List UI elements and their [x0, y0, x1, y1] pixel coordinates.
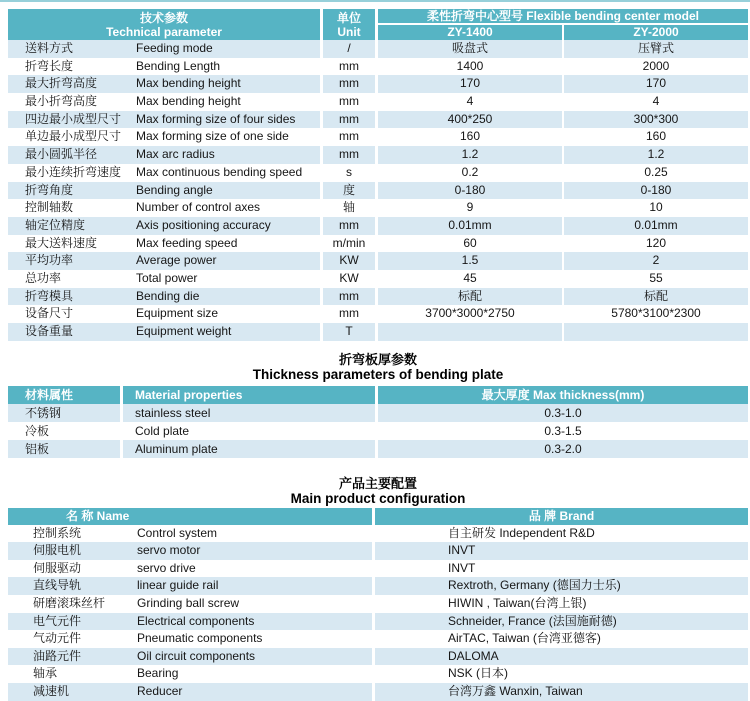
zy1400-value-cell: 3700*3000*2750: [425, 306, 515, 321]
technical-parameters-header: [8, 9, 748, 40]
material-zh-cell: 冷板: [25, 423, 50, 438]
param-header-en: Technical parameter: [106, 24, 222, 39]
unit-cell: /: [323, 40, 375, 58]
material-en-header: Material properties: [123, 386, 375, 404]
zy2000-value-cell: 10: [649, 200, 663, 215]
config-zh-cell: 气动元件: [33, 631, 82, 646]
param-en-cell: Max forming size of four sides: [130, 111, 320, 129]
zy1400-value-cell: 9: [466, 200, 474, 215]
config-en-cell: servo motor: [137, 542, 372, 560]
param-en-cell: Feeding mode: [130, 40, 320, 58]
unit-header-en: Unit: [337, 24, 361, 39]
model-header-title: 柔性折弯中心型号 Flexible bending center model: [378, 9, 748, 23]
model-zy1400-header: ZY-1400: [378, 25, 562, 41]
param-zh-cell: 四边最小成型尺寸: [8, 111, 130, 129]
brand-cell: DALOMA: [375, 648, 748, 666]
thickness-section-title: [8, 352, 748, 382]
table-row: [8, 252, 748, 270]
zy1400-value-cell: 0.2: [461, 164, 479, 179]
zy2000-value-cell: 120: [645, 235, 667, 250]
table-row: [8, 577, 748, 595]
param-en-cell: Max forming size of one side: [136, 129, 289, 144]
config-zh-cell: 减速机: [8, 683, 137, 701]
technical-parameters-table: [8, 9, 748, 341]
zy1400-value-cell: 0.01mm: [378, 217, 562, 235]
table-row: [8, 182, 748, 200]
unit-cell: 轴: [342, 200, 355, 215]
zy2000-value-cell: 2000: [642, 58, 670, 73]
param-zh-cell: 设备重量: [8, 323, 130, 341]
zy1400-value-cell: 吸盘式: [378, 40, 562, 58]
model-header-cell: [378, 9, 748, 40]
thickness-value-cell: 0.3-1.5: [544, 423, 582, 438]
top-accent-strip: [0, 0, 750, 2]
table-row: [8, 199, 748, 217]
table-row: [8, 40, 748, 58]
material-zh-header: 材料属性: [8, 386, 120, 404]
param-en-cell: Average power: [130, 252, 320, 270]
param-header-zh: 技术参数: [139, 10, 188, 25]
brand-cell: 自主研发 Independent R&D: [448, 525, 595, 540]
brand-cell: INVT: [375, 542, 748, 560]
zy1400-value-cell: 1.2: [378, 146, 562, 164]
config-zh-cell: 研磨滚珠丝杆: [33, 596, 106, 611]
table-row: [8, 217, 748, 235]
table-row: [8, 404, 748, 422]
zy1400-value-cell: 1.5: [378, 252, 562, 270]
unit-cell: 度: [323, 182, 375, 200]
zy2000-value-cell: 300*300: [564, 111, 748, 129]
zy2000-value-cell: 160: [645, 129, 667, 144]
param-en-cell: Max bending height: [130, 75, 320, 93]
param-zh-cell: 最小圆弧半径: [8, 146, 130, 164]
zy1400-value-cell: 400*250: [378, 111, 562, 129]
config-en-cell: Grinding ball screw: [137, 596, 240, 611]
param-zh-cell: 最大送料速度: [25, 235, 98, 250]
thickness-section-title-en: Thickness parameters of bending plate: [252, 366, 504, 382]
thickness-value-cell: 0.3-2.0: [378, 440, 748, 458]
zy1400-value-cell: [378, 323, 562, 341]
brand-cell: INVT: [448, 560, 476, 575]
param-header-cell: [8, 9, 320, 40]
param-zh-cell: 折弯模具: [8, 288, 130, 306]
config-zh-cell: 控制系统: [33, 525, 82, 540]
config-en-cell: Control system: [137, 525, 218, 540]
param-zh-cell: 最小连续折弯速度: [25, 164, 122, 179]
table-row: [8, 270, 748, 288]
unit-cell: mm: [323, 75, 375, 93]
config-section-title-zh: 产品主要配置: [338, 475, 417, 491]
table-row: [8, 525, 748, 543]
param-en-cell: Axis positioning accuracy: [130, 217, 320, 235]
config-zh-cell: 伺服驱动: [33, 560, 82, 575]
zy1400-value-cell: 160: [459, 129, 481, 144]
brand-cell: AirTAC, Taiwan (台湾亚德客): [448, 631, 601, 646]
model-columns-header: [378, 25, 748, 41]
brand-cell: NSK (日本): [448, 666, 509, 681]
technical-parameters-body: [8, 40, 748, 341]
material-en-cell: Cold plate: [135, 423, 190, 438]
brand-cell: HIWIN , Taiwan(台湾上银): [448, 596, 587, 611]
table-row: [8, 648, 748, 666]
table-row: [8, 58, 748, 76]
table-row: [8, 305, 748, 323]
thickness-table-body: [8, 404, 748, 458]
config-zh-cell: 伺服电机: [8, 542, 137, 560]
table-row: [8, 235, 748, 253]
configuration-table-body: [8, 525, 748, 701]
param-zh-cell: 平均功率: [8, 252, 130, 270]
config-zh-cell: 油路元件: [8, 648, 137, 666]
param-en-cell: Max bending height: [136, 94, 241, 109]
config-zh-cell: 直线导轨: [8, 577, 137, 595]
param-en-cell: Max arc radius: [130, 146, 320, 164]
table-row: [8, 422, 748, 440]
config-en-cell: Electrical components: [137, 613, 372, 631]
param-zh-cell: 最小折弯高度: [25, 94, 98, 109]
table-row: [8, 288, 748, 306]
unit-cell: mm: [339, 94, 359, 109]
zy1400-value-cell: 0-180: [378, 182, 562, 200]
unit-cell: mm: [339, 306, 359, 321]
zy2000-value-cell: 0-180: [564, 182, 748, 200]
configuration-table: [8, 508, 748, 701]
param-zh-cell: 单边最小成型尺寸: [25, 129, 122, 144]
table-row: [8, 560, 748, 578]
unit-cell: KW: [339, 270, 359, 285]
max-thickness-header: 最大厚度 Max thickness(mm): [378, 386, 748, 404]
material-zh-cell: 铝板: [8, 440, 120, 458]
table-row: [8, 542, 748, 560]
table-row: [8, 440, 748, 458]
zy1400-value-cell: 45: [463, 270, 477, 285]
param-en-cell: Total power: [136, 270, 198, 285]
zy2000-value-cell: 标配: [564, 288, 748, 306]
spec-sheet: [8, 9, 748, 701]
model-zy2000-header: ZY-2000: [564, 25, 748, 41]
thickness-value-cell: 0.3-1.0: [378, 404, 748, 422]
zy2000-value-cell: 2: [564, 252, 748, 270]
param-en-cell: Equipment size: [136, 306, 219, 321]
brand-cell: 台湾万鑫 Wanxin, Taiwan: [375, 683, 748, 701]
param-en-cell: Bending die: [130, 288, 320, 306]
config-zh-cell: 电气元件: [8, 613, 137, 631]
param-en-cell: Max feeding speed: [136, 235, 238, 250]
table-row: [8, 164, 748, 182]
unit-header-zh: 单位: [336, 10, 361, 25]
config-en-cell: linear guide rail: [137, 577, 372, 595]
param-zh-cell: 最大折弯高度: [8, 75, 130, 93]
config-en-cell: Reducer: [137, 683, 372, 701]
thickness-section-title-zh: 折弯板厚参数: [338, 351, 417, 367]
param-zh-cell: 控制轴数: [25, 200, 74, 215]
material-zh-cell: 不锈钢: [8, 404, 120, 422]
zy2000-value-cell: 55: [649, 270, 663, 285]
param-zh-cell: 折弯长度: [25, 58, 74, 73]
table-row: [8, 93, 748, 111]
unit-cell: KW: [323, 252, 375, 270]
zy1400-value-cell: 1400: [456, 58, 484, 73]
configuration-table-header: [8, 508, 748, 525]
zy2000-value-cell: 0.01mm: [564, 217, 748, 235]
name-header: 名 称 Name: [8, 508, 372, 525]
unit-cell: mm: [339, 129, 359, 144]
table-row: [8, 75, 748, 93]
unit-cell: T: [323, 323, 375, 341]
param-zh-cell: 设备尺寸: [25, 306, 74, 321]
config-en-cell: Bearing: [137, 666, 179, 681]
material-en-cell: Aluminum plate: [123, 440, 375, 458]
config-section-title: [8, 476, 748, 506]
brand-header: 品 牌 Brand: [375, 508, 748, 525]
param-en-cell: Number of control axes: [136, 200, 261, 215]
unit-cell: mm: [323, 217, 375, 235]
table-row: [8, 630, 748, 648]
table-row: [8, 128, 748, 146]
zy1400-value-cell: 60: [463, 235, 477, 250]
config-en-cell: Oil circuit components: [137, 648, 372, 666]
unit-header-cell: [323, 9, 375, 40]
unit-cell: mm: [323, 146, 375, 164]
zy1400-value-cell: 4: [466, 94, 474, 109]
param-en-cell: Max continuous bending speed: [136, 164, 303, 179]
table-row: [8, 595, 748, 613]
param-zh-cell: 轴定位精度: [8, 217, 130, 235]
zy1400-value-cell: 170: [378, 75, 562, 93]
unit-cell: mm: [339, 58, 359, 73]
param-zh-cell: 总功率: [25, 270, 62, 285]
param-en-cell: Bending angle: [130, 182, 320, 200]
zy2000-value-cell: 5780*3100*2300: [611, 306, 701, 321]
unit-cell: mm: [323, 111, 375, 129]
config-en-cell: Pneumatic components: [137, 631, 263, 646]
table-row: [8, 111, 748, 129]
zy1400-value-cell: 标配: [378, 288, 562, 306]
zy2000-value-cell: 1.2: [564, 146, 748, 164]
param-en-cell: Equipment weight: [130, 323, 320, 341]
zy2000-value-cell: 170: [564, 75, 748, 93]
table-row: [8, 146, 748, 164]
zy2000-value-cell: 4: [652, 94, 660, 109]
unit-cell: mm: [323, 288, 375, 306]
param-zh-cell: 送料方式: [8, 40, 130, 58]
thickness-table-header: [8, 386, 748, 404]
brand-cell: Schneider, France (法国施耐德): [375, 613, 748, 631]
brand-cell: Rextroth, Germany (德国力士乐): [375, 577, 748, 595]
material-en-cell: stainless steel: [123, 404, 375, 422]
zy2000-value-cell: 0.25: [644, 164, 668, 179]
table-row: [8, 665, 748, 683]
zy2000-value-cell: 压臂式: [564, 40, 748, 58]
table-row: [8, 613, 748, 631]
config-en-cell: servo drive: [137, 560, 196, 575]
param-en-cell: Bending Length: [136, 58, 221, 73]
unit-cell: s: [346, 164, 352, 179]
config-zh-cell: 轴承: [33, 666, 58, 681]
unit-cell: m/min: [332, 235, 366, 250]
thickness-table: [8, 386, 748, 458]
config-section-title-en: Main product configuration: [290, 490, 466, 506]
table-row: [8, 323, 748, 341]
param-zh-cell: 折弯角度: [8, 182, 130, 200]
zy2000-value-cell: [564, 323, 748, 341]
